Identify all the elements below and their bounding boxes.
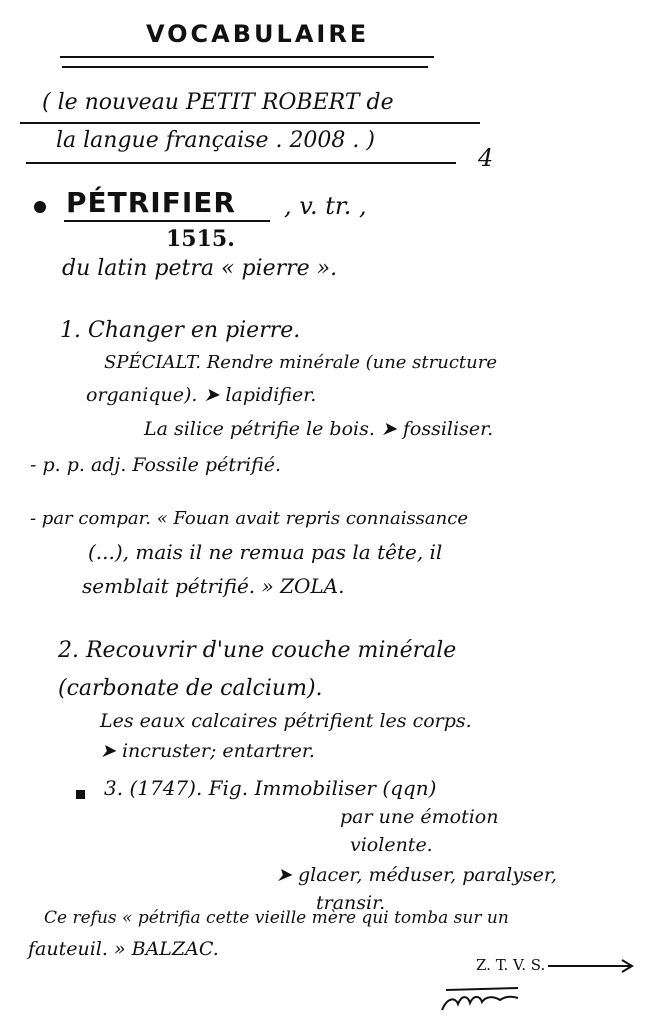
grammar-info: , v. tr. , bbox=[284, 192, 367, 220]
sense1-special-line-a: SPÉCIALT. Rendre minérale (une structure bbox=[104, 352, 498, 373]
sense1-compar-line-c: semblait pétrifié. » ZOLA. bbox=[82, 574, 345, 598]
sense3-synonyms-b: transir. bbox=[316, 892, 386, 914]
sense2-example: Les eaux calcaires pétrifient les corps. bbox=[100, 710, 472, 732]
sense3-heading: 3. (1747). Fig. Immobiliser (qqn) bbox=[104, 776, 437, 800]
sense3-quote-line-a: Ce refus « pétrifia cette vieille mère qui tomba sur un bbox=[44, 908, 509, 928]
etymology: du latin petra « pierre ». bbox=[62, 256, 338, 281]
sense3-quote-line-b: fauteuil. » BALZAC. bbox=[28, 938, 219, 960]
entry-date: 1515. bbox=[166, 226, 235, 252]
page-number: 4 bbox=[478, 144, 494, 172]
signature-icon bbox=[442, 988, 518, 1010]
sense1-example: La silice pétrifie le bois. ➤ fossiliser. bbox=[144, 418, 494, 440]
sense1-compar-line-a: - par compar. « Fouan avait repris connaissance bbox=[30, 508, 468, 529]
sense3-synonyms-a: ➤ glacer, méduser, paralyser, bbox=[276, 864, 557, 886]
sense1-pp-adj: - p. p. adj. Fossile pétrifié. bbox=[30, 454, 282, 476]
headword: PÉTRIFIER bbox=[66, 186, 236, 219]
sense2-synonyms: ➤ incruster; entartrer. bbox=[100, 740, 315, 762]
source-line-2: la langue française . 2008 . ) bbox=[56, 128, 375, 153]
sense3-line-c: violente. bbox=[350, 834, 433, 856]
sense1-special-line-b: organique). ➤ lapidifier. bbox=[86, 384, 317, 406]
page-title: VOCABULAIRE bbox=[146, 20, 370, 48]
sense3-line-b: par une émotion bbox=[340, 806, 499, 828]
sense1-heading: 1. Changer en pierre. bbox=[60, 318, 301, 343]
sense2-heading-line-b: (carbonate de calcium). bbox=[58, 676, 323, 701]
sense1-compar-line-b: (...), mais il ne remua pas la tête, il bbox=[88, 540, 443, 564]
sense2-heading: 2. Recouvrir d'une couche minérale bbox=[58, 638, 457, 663]
source-line-1: ( le nouveau PETIT ROBERT de bbox=[42, 90, 394, 115]
right-arrow-icon bbox=[548, 960, 632, 972]
author-initials: Z. T. V. S. bbox=[476, 956, 546, 974]
